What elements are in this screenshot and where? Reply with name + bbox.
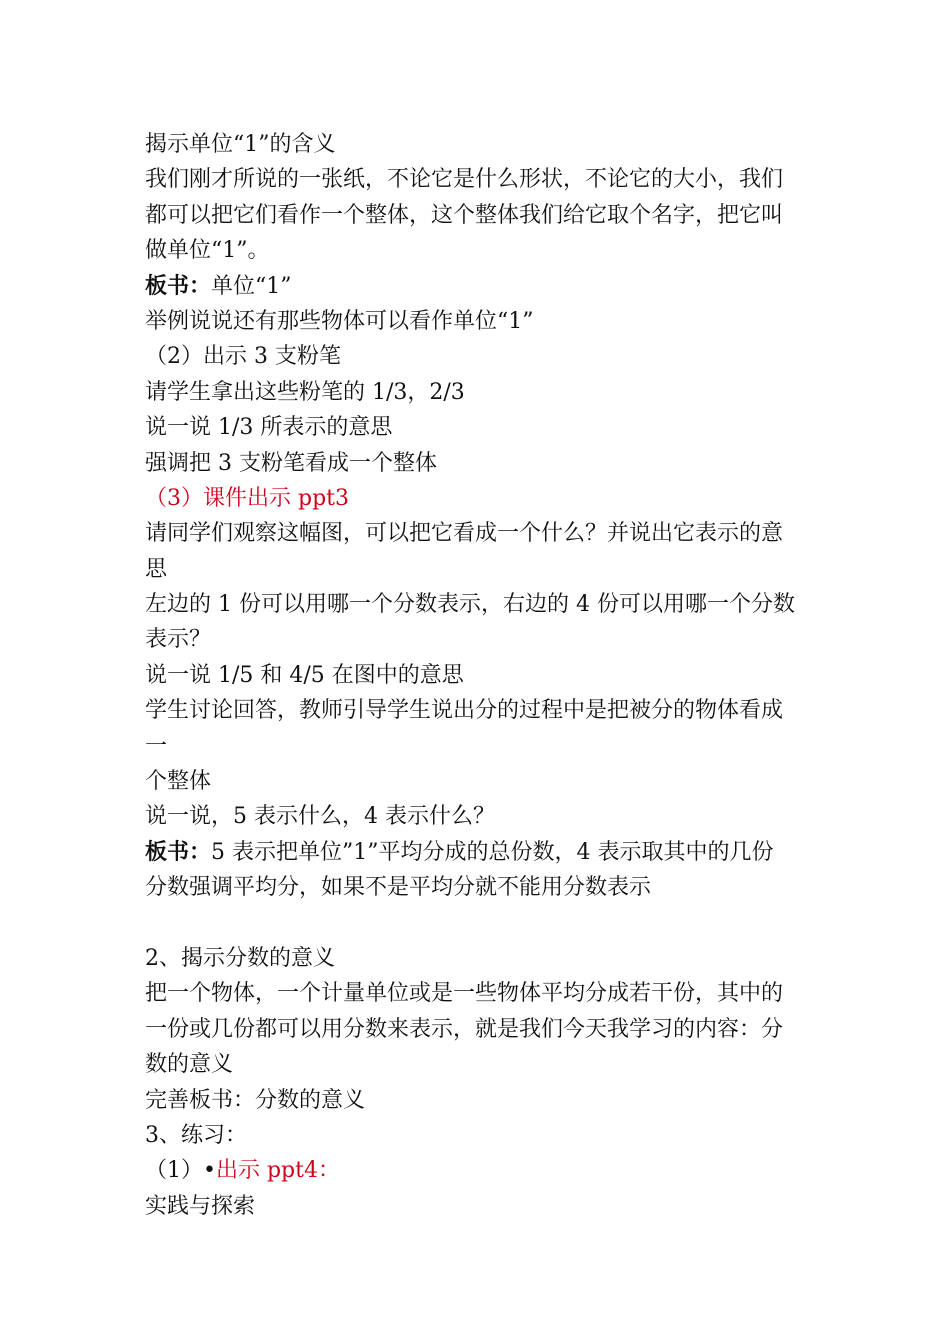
step-heading-ppt3: （3）课件出示 ppt3	[145, 485, 349, 511]
paragraph-line: 把一个物体，一个计量单位或是一些物体平均分成若干份，其中的	[145, 981, 784, 1007]
paragraph-line: 一份或几份都可以用分数来表示，就是我们今天我学习的内容：分	[145, 1016, 784, 1042]
paragraph-line: 学生讨论回答，教师引导学生说出分的过程中是把被分的物体看成	[145, 698, 784, 724]
step-heading-ppt4	[145, 1153, 825, 1188]
board-note-text: 单位“1”	[211, 273, 292, 299]
paragraph-line: 思	[145, 556, 168, 582]
paragraph-line: 请同学们观察这幅图，可以把它看成一个什么？并说出它表示的意	[145, 521, 784, 547]
paragraph-line: 强调把 3 支粉笔看成一个整体	[145, 450, 437, 476]
paragraph-line: 请学生拿出这些粉笔的 1/3，2/3	[145, 379, 465, 405]
step-prefix: （1）•	[145, 1158, 216, 1184]
board-note-label: 板书：	[145, 838, 212, 865]
document-body	[145, 127, 825, 1224]
paragraph-line: 分数强调平均分，如果不是平均分就不能用分数表示	[145, 875, 652, 901]
paragraph-line: 左边的 1 份可以用哪一个分数表示，右边的 4 份可以用哪一个分数	[145, 592, 795, 618]
board-note-line	[145, 269, 825, 304]
step-heading: （2）出示 3 支粉笔	[145, 344, 341, 370]
paragraph-line: 说一说 1/5 和 4/5 在图中的意思	[145, 662, 464, 688]
board-note-label: 板书：	[145, 272, 212, 299]
paragraph-line: 举例说说还有那些物体可以看作单位“1”	[145, 308, 534, 334]
section-heading-unit-one: 揭示单位“1”的含义	[145, 132, 336, 157]
paragraph-line: 说一说 1/3 所表示的意思	[145, 415, 393, 441]
paragraph-line: 个整体	[145, 769, 212, 795]
paragraph-line: 我们刚才所说的一张纸，不论它是什么形状，不论它的大小，我们	[145, 167, 784, 193]
section-heading-fraction-meaning: 2、揭示分数的意义	[145, 945, 335, 971]
step-ppt4-text: 出示 ppt4：	[215, 1158, 340, 1184]
board-note-text: 5 表示把单位”1”平均分成的总份数，4 表示取其中的几份	[211, 839, 774, 865]
paragraph-line: 说一说，5 表示什么，4 表示什么？	[145, 804, 495, 830]
board-note-line	[145, 835, 825, 870]
paragraph-line: 都可以把它们看作一个整体，这个整体我们给它取个名字，把它叫	[145, 202, 784, 228]
paragraph-line: 做单位“1”。	[145, 238, 270, 264]
blank-line	[145, 906, 825, 941]
paragraph-line: 完善板书：分数的意义	[145, 1087, 366, 1113]
paragraph-line: 数的意义	[145, 1052, 234, 1078]
section-heading-practice: 3、练习：	[145, 1122, 247, 1148]
paragraph-line: 一	[145, 733, 168, 759]
paragraph-line: 表示？	[145, 627, 212, 653]
paragraph-line: 实践与探索	[145, 1193, 256, 1219]
